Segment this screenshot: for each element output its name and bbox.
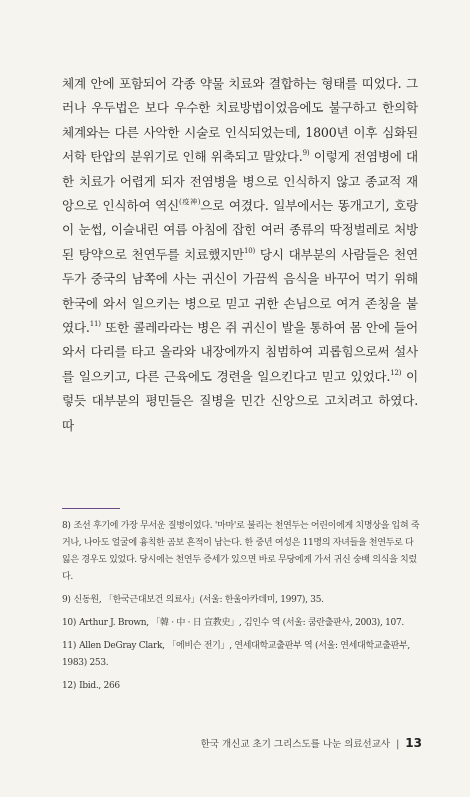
footnote-number: 12) [62, 681, 77, 691]
main-body-text [62, 72, 418, 438]
footnote-9 [62, 592, 420, 609]
yeoksin-hanja-gloss: (疫神) [179, 198, 201, 207]
footnote-number: 11) [62, 641, 77, 651]
footnote-11 [62, 638, 420, 672]
footnote-text: Allen DeGray Clark, 「에비슨 전기」, 연세대학교출판부 역 (서울: 연세대학교출판부, 1983) 253. [62, 641, 410, 668]
body-paragraph-2b: 으로 여겼다. 일부에서는 똥개고기, 호랑이 눈썹, 이슬내린 여름 아침에 잡힌 여러 종류의 딱정벌레로 처방된 탕약으로 천연두를 치료했지만 [62, 198, 418, 262]
footnote-divider [62, 508, 120, 509]
footnote-ref-12[interactable]: 12) [390, 368, 402, 377]
footnote-number: 8) [62, 521, 71, 531]
footnote-10 [62, 615, 420, 632]
footnote-text: Arthur J. Brown, 「韓 · 中 · 日 宣教史」, 김인수 역 (서울: 쿰란출판사, 2003), 107. [79, 618, 404, 628]
footnotes-section [62, 518, 420, 701]
footnote-text: 조선 후기에 가장 무서운 질병이었다. '마마'로 불리는 천연두는 어린이에게 치명상을 입혀 죽거나, 나아도 얼굴에 흉칙한 곰보 흔적이 남는다. 한 중년 여성은 11명의 자녀들을 천연두로 다 잃은 경우도 있었다. 당시에는 천연두 증세가 있으면 바로 무당에게 가서 귀신 숭배 의식을 치렀다. [62, 521, 420, 582]
running-title: 한국 개신교 초기 그리스도를 나눈 의료선교사 [200, 739, 391, 750]
footnote-ref-11[interactable]: 11) [89, 320, 101, 329]
footnote-8 [62, 518, 420, 586]
body-paragraph-1: 체계 안에 포함되어 각종 약물 치료와 결합하는 형태를 띠었다. 그러나 우두법은 보다 우수한 치료방법이었음에도 불구하고 한의학 체계와는 다른 사악한 시술로 인식되었는데, 1800년 이후 심화된 서학 탄압의 분위기로 인해 위축되고 말았다. [62, 76, 418, 165]
body-paragraph-2c: 당시 대부분의 사람들은 천연두가 중국의 남쪽에 사는 귀신이 가끔씩 음식을 바꾸어 먹기 위해 한국에 와서 일으키는 병으로 믿고 귀한 손님으로 여겨 존칭을 붙였다. [62, 246, 418, 336]
footnote-ref-10[interactable]: 10) [244, 246, 256, 255]
footnote-12 [62, 678, 420, 695]
footnote-text: 신동원, 「한국근대보건 의료사」(서울: 한울아카데미, 1997), 35. [73, 595, 324, 605]
footnote-ref-9[interactable]: 9) [302, 149, 310, 158]
body-paragraph-2d: 또한 콜레라라는 병은 쥐 귀신이 발을 통하여 몸 안에 들어와서 다리를 타고 올라와 내장에까지 침범하여 괴롭힘으로써 설사를 일으키고, 다른 근육에도 경련을 일으킨다고 믿고 있었다. [62, 320, 418, 384]
footnote-number: 10) [62, 618, 77, 628]
footnote-text: Ibid., 266 [79, 681, 120, 691]
folio-separator: | [396, 739, 400, 750]
footnote-number: 9) [62, 595, 71, 605]
body-paragraph-2e: 이렇듯 대부분의 평민들은 질병을 민간 신앙으로 고치려고 하였다. 따 [62, 368, 418, 433]
body-paragraph-2a: 이렇게 전염병에 대한 치료가 어렵게 되자 전염병을 병으로 인식하지 않고 종교적 재앙으로 인식하여 역신 [62, 149, 418, 214]
page-number: 13 [405, 736, 422, 750]
page-footer [201, 736, 422, 750]
